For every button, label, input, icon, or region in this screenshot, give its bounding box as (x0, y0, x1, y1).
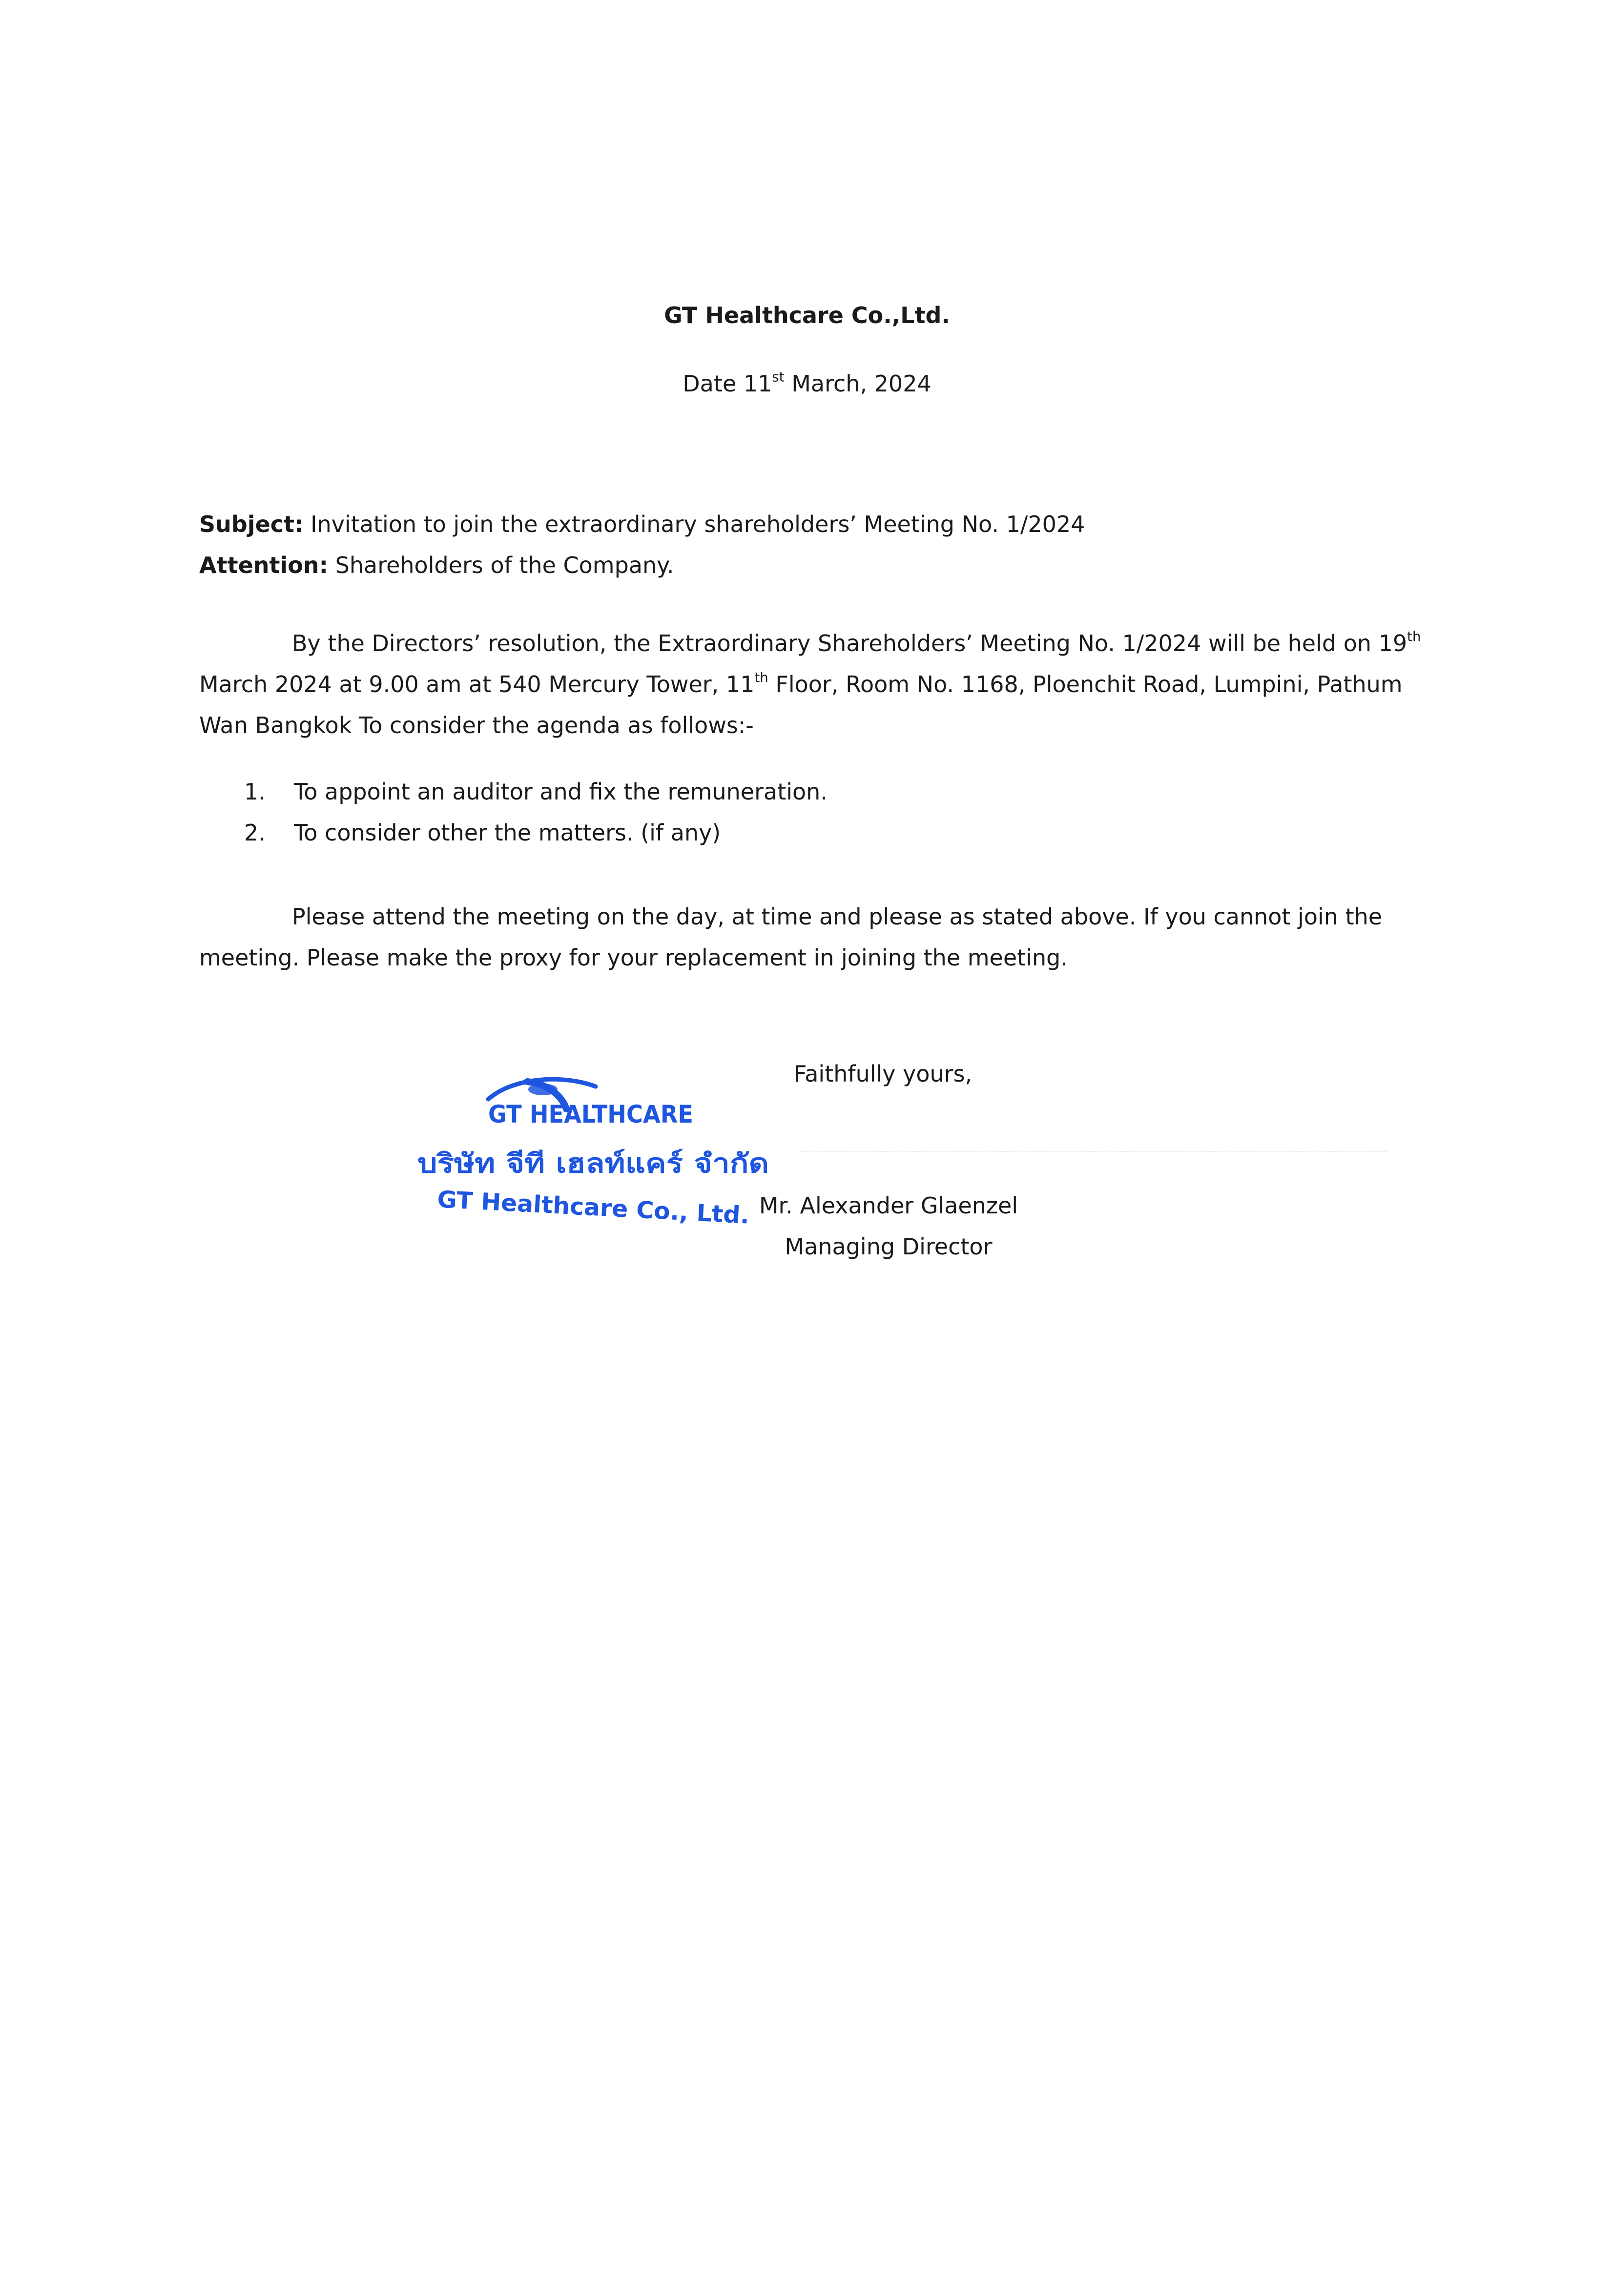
attention-label: Attention: (199, 552, 329, 578)
subject-block (199, 504, 1449, 586)
paragraph1-sup2: th (754, 669, 768, 686)
agenda-item (244, 812, 1416, 853)
subject-text: Invitation to join the extraordinary shareholders’ Meeting No. 1/2024 (303, 511, 1085, 537)
company-stamp (415, 1069, 771, 1240)
attention-text: Shareholders of the Company. (328, 552, 674, 578)
agenda-number: 2. (244, 820, 266, 846)
agenda-list (244, 771, 1416, 853)
paragraph1-part1: By the Directors’ resolution, the Extraordinary Shareholders’ Meeting No. 1/2024 will be held on 19 (292, 630, 1407, 656)
date-rest: March, 2024 (784, 370, 931, 397)
signer-block (752, 1185, 1025, 1267)
paragraph1-sup1: th (1407, 628, 1421, 645)
agenda-text: To appoint an auditor and fix the remuneration. (294, 779, 828, 805)
company-name: GT Healthcare Co.,Ltd. (664, 302, 950, 328)
agenda-text: To consider other the matters. (if any) (294, 820, 721, 846)
signature-line (801, 1151, 1386, 1152)
subject-line (199, 504, 1449, 545)
agenda-item (244, 771, 1416, 812)
stamp-line-1: GT HEALTHCARE (488, 1100, 693, 1128)
closing-salutation: Faithfully yours, (794, 1061, 973, 1087)
stamp-line-3: GT Healthcare Co., Ltd. (436, 1186, 745, 1230)
signer-name: Mr. Alexander Glaenzel (759, 1192, 1018, 1219)
meeting-paragraph (199, 623, 1439, 746)
signer-title: Managing Director (785, 1233, 993, 1260)
paragraph1-part2: March 2024 at 9.00 am at 540 Mercury Tower, 11 (199, 671, 755, 697)
attention-line (199, 545, 1449, 586)
attendance-paragraph (199, 896, 1439, 978)
date-prefix: Date 11 (683, 370, 772, 397)
agenda-number: 1. (244, 779, 266, 805)
stamp-line-2: บริษัท จีที เฮลท์แคร์ จำกัด (417, 1148, 769, 1179)
date-suffix: st (772, 369, 785, 385)
letter-date (0, 369, 1614, 398)
paragraph2-text: Please attend the meeting on the day, at time and please as stated above. If you cannot join the meeting. Please make the proxy for your replacement in joining the meeting. (199, 903, 1383, 971)
stamp-graphic (415, 1069, 771, 1240)
subject-label: Subject: (199, 511, 304, 537)
paragraph1-part3: Floor, Room No. 1168, Ploenchit Road, Lumpini, Pathum Wan Bangkok To consider the agenda as follows:- (199, 671, 1403, 738)
